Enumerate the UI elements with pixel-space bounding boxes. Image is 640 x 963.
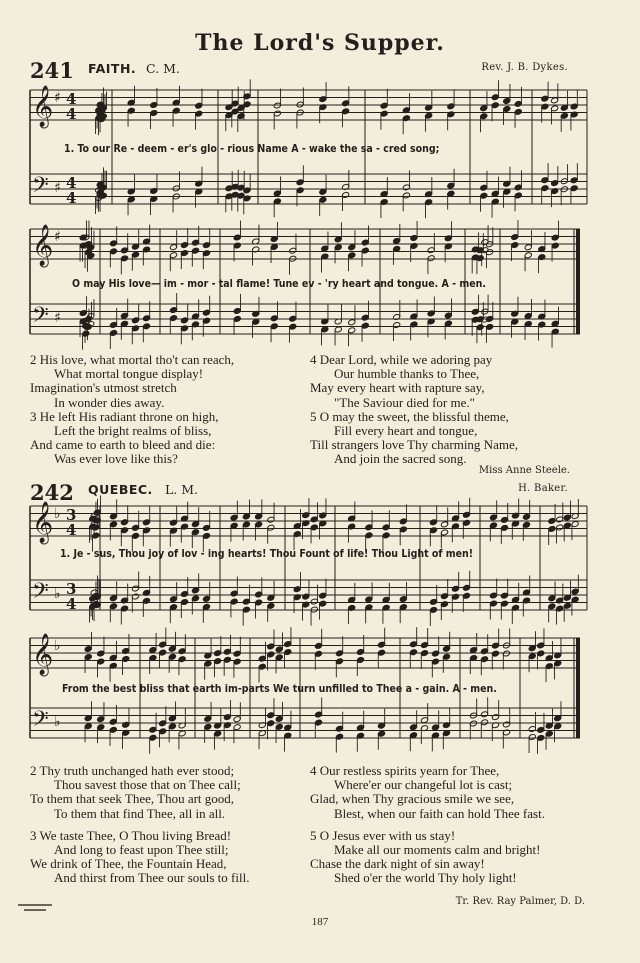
svg-text:4: 4	[66, 90, 77, 108]
verse-line: Was ever love like this?	[54, 451, 178, 467]
verse-line: In wonder dies away.	[54, 394, 165, 410]
verse-line: Till strangers love Thy charming Name,	[310, 437, 518, 453]
verse-line: 2 His love, what mortal tho't can reach,	[30, 352, 235, 367]
verse-line: Fill every heart and tongue,	[334, 423, 478, 439]
verse-line: And came to earth to bleed and die:	[30, 437, 216, 453]
verse-line: To them that seek Thee, Thou art good,	[30, 791, 235, 807]
svg-text:♭: ♭	[54, 638, 61, 654]
svg-text:4: 4	[66, 189, 77, 207]
verse-line: Chase the dark night of sin away!	[310, 856, 485, 872]
svg-text:3: 3	[66, 506, 77, 524]
svg-text:4: 4	[66, 521, 77, 539]
lyrics-line: From the best bliss that earth im-parts We turn unfilled to Thee a - gain. A - men.	[62, 683, 497, 695]
verse-line: 5 O may the sweet, the blissful theme,	[310, 408, 509, 424]
svg-text:♭: ♭	[54, 506, 61, 522]
verse-line: And join the sacred song.	[334, 451, 467, 467]
svg-text:♭: ♭	[54, 714, 61, 730]
verse-line: Our humble thanks to Thee,	[334, 366, 480, 382]
lyrics-line: 1. To our Re - deem - er's glo - rious Name A - wake the sa - cred song;	[64, 143, 440, 155]
svg-text:𝄞: 𝄞	[32, 86, 54, 127]
verse-line: "The Saviour died for me."	[334, 394, 475, 410]
verse-line: And long to feast upon Thee still;	[54, 842, 229, 858]
svg-text:𝄢: 𝄢	[32, 707, 49, 737]
svg-text:4: 4	[66, 174, 77, 192]
page-number: 187	[311, 916, 329, 928]
margin-mark	[18, 904, 52, 906]
verse-line: 3 We taste Thee, O Thou living Bread!	[30, 827, 232, 843]
margin-mark	[24, 909, 46, 911]
author-credit: Tr. Rev. Ray Palmer, D. D.	[455, 896, 585, 907]
verse-line: Make all our moments calm and bright!	[334, 842, 541, 858]
verse-line: May every heart with rapture say,	[310, 380, 485, 396]
verse-line: And thirst from Thee our souls to fill.	[54, 870, 250, 886]
svg-text:4: 4	[66, 595, 77, 613]
verse-line: Blest, when our faith can hold Thee fast.	[334, 805, 545, 821]
verse-line: 4 Dear Lord, while we adoring pay	[310, 352, 493, 367]
meter: L. M.	[165, 482, 199, 497]
lyrics-line: 1. Je - sus, Thou joy of lov - ing hearts! Thou Fount of life! Thou Light of men!	[60, 548, 474, 560]
verse-line: To them that find Thee, all in all.	[54, 805, 226, 821]
svg-text:𝄢: 𝄢	[32, 173, 49, 203]
music-system	[0, 496, 640, 626]
svg-text:𝄞: 𝄞	[32, 502, 54, 543]
svg-text:♯: ♯	[54, 180, 61, 196]
section-title: The Lord's Supper.	[195, 30, 445, 56]
hymn-number: 241	[30, 58, 74, 83]
verse-line: Left the bright realms of bliss,	[54, 423, 212, 439]
verses-left	[30, 353, 234, 467]
verse-line: Glad, when Thy gracious smile we see,	[310, 791, 515, 807]
svg-text:♭: ♭	[54, 586, 61, 602]
verse-line: Where'er our changeful lot is cast;	[334, 777, 513, 793]
author-credit: Miss Anne Steele.	[478, 465, 570, 476]
composer: Rev. J. B. Dykes.	[481, 62, 568, 73]
lyrics-line: O may His love— im - mor - tal flame! Tune ev - 'ry heart and tongue. A - men.	[72, 278, 486, 290]
svg-text:𝄢: 𝄢	[32, 303, 49, 333]
svg-text:3: 3	[66, 580, 77, 598]
verse-line: 2 Thy truth unchanged hath ever stood;	[30, 763, 235, 778]
svg-text:♯: ♯	[54, 90, 61, 106]
verse-line: 5 O Jesus ever with us stay!	[310, 827, 456, 843]
verse-line: We drink of Thee, the Fountain Head,	[30, 856, 227, 872]
svg-text:4: 4	[66, 105, 77, 123]
svg-text:♯: ♯	[54, 229, 61, 245]
svg-text:𝄞: 𝄞	[32, 225, 54, 266]
hymn-number: 242	[30, 480, 74, 505]
meter: C. M.	[146, 61, 180, 76]
verse-line: Thou savest those that on Thee call;	[54, 777, 241, 793]
verses-right	[310, 764, 545, 886]
composer: H. Baker.	[518, 483, 568, 494]
verse-line: Imagination's utmost stretch	[30, 380, 177, 396]
svg-text:𝄢: 𝄢	[32, 579, 49, 609]
verses-right	[310, 353, 518, 467]
verse-line: What mortal tongue display!	[54, 366, 204, 382]
verse-line: Shed o'er the world Thy holy light!	[334, 870, 517, 886]
verse-line: 4 Our restless spirits yearn for Thee,	[310, 763, 500, 778]
tune-name: FAITH.	[88, 61, 137, 76]
verse-line: 3 He left His radiant throne on high,	[30, 408, 219, 424]
verses-left	[30, 764, 249, 886]
svg-text:♯: ♯	[54, 310, 61, 326]
svg-text:𝄞: 𝄞	[32, 634, 54, 675]
tune-name: QUEBEC.	[88, 482, 153, 497]
